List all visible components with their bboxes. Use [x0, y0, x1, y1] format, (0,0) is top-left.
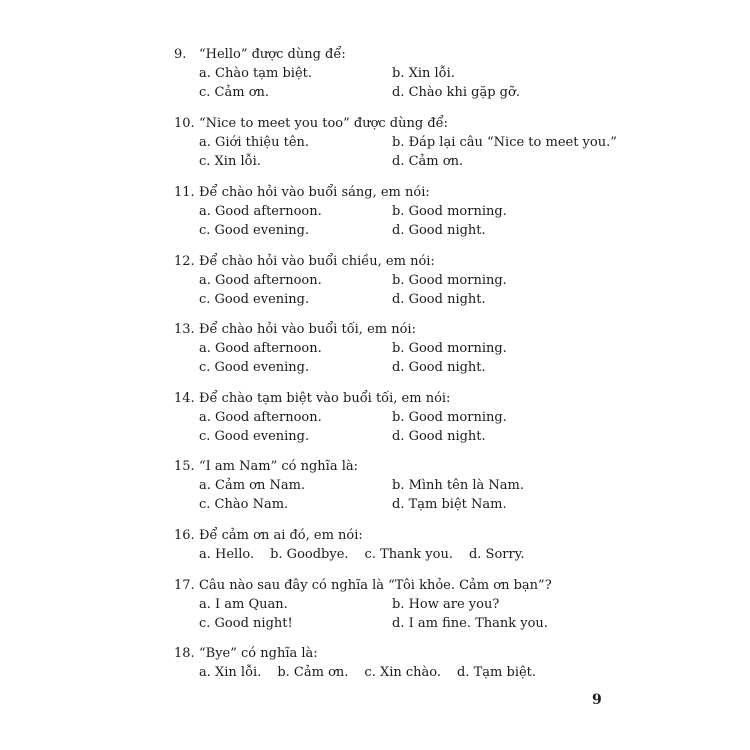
option-a: a. Good afternoon. [199, 410, 322, 425]
option-b: b. Good morning. [392, 341, 507, 356]
options-row [199, 221, 507, 240]
option-d: d. Cảm ơn. [392, 154, 464, 169]
question-text: Để chào hỏi vào buổi tối, em nói: [199, 322, 416, 337]
option-b: b. Good morning. [392, 273, 507, 288]
question-stem [174, 527, 540, 545]
option-a: a. Good afternoon. [199, 341, 322, 356]
question-number: 9. [174, 47, 187, 62]
option-c: c. Good evening. [199, 223, 310, 238]
question-text: Để chào hỏi vào buổi chiều, em nói: [199, 254, 435, 269]
question-13 [174, 321, 507, 377]
option-b: b. Đáp lại câu “Nice to meet you.” [392, 135, 617, 150]
options-row [199, 614, 552, 633]
options-row [199, 271, 507, 290]
question-stem [174, 115, 617, 133]
options-row [199, 339, 507, 358]
option-b: b. Cảm ơn. [277, 665, 349, 680]
option-b: b. Mình tên là Nam. [392, 478, 524, 493]
option-a: a. Hello. [199, 547, 255, 562]
question-text: “Hello” được dùng để: [199, 47, 346, 62]
option-b: b. Goodbye. [270, 547, 349, 562]
question-number: 14. [174, 391, 195, 406]
option-c: c. Good evening. [199, 429, 310, 444]
option-c: c. Cảm ơn. [199, 85, 270, 100]
question-10 [174, 115, 617, 171]
option-c: c. Good evening. [199, 360, 310, 375]
question-number: 17. [174, 578, 195, 593]
question-12 [174, 253, 507, 309]
option-d: d. Good night. [392, 360, 486, 375]
options-row [199, 427, 507, 446]
question-stem [174, 321, 507, 339]
question-stem [174, 577, 552, 595]
option-d: d. Tạm biệt. [457, 665, 537, 680]
option-c: c. Xin chào. [364, 665, 442, 680]
option-d: d. Sorry. [468, 547, 525, 562]
options-row [199, 495, 524, 514]
question-stem [174, 46, 520, 64]
option-b: b. Good morning. [392, 410, 507, 425]
question-text: Để chào tạm biệt vào buổi tối, em nói: [199, 391, 451, 406]
question-18 [174, 645, 552, 682]
option-a: a. Giới thiệu tên. [199, 135, 310, 150]
question-text: Câu nào sau đây có nghĩa là “Tôi khỏe. Cảm ơn bạn”? [199, 578, 552, 593]
options-row [199, 663, 552, 682]
option-a: a. Xin lỗi. [199, 665, 262, 680]
option-d: d. Good night. [392, 223, 486, 238]
option-a: a. Good afternoon. [199, 273, 322, 288]
question-15 [174, 458, 524, 514]
question-stem [174, 253, 507, 271]
option-a: a. Cảm ơn Nam. [199, 478, 306, 493]
option-d: d. Good night. [392, 292, 486, 307]
question-number: 15. [174, 459, 195, 474]
question-number: 10. [174, 116, 195, 131]
question-stem [174, 184, 507, 202]
option-a: a. Chào tạm biệt. [199, 66, 313, 81]
option-c: c. Good evening. [199, 292, 310, 307]
option-c: c. Chào Nam. [199, 497, 289, 512]
question-11 [174, 184, 507, 240]
question-16 [174, 527, 540, 564]
options-row [199, 358, 507, 377]
question-number: 16. [174, 528, 195, 543]
options-row [199, 545, 540, 564]
options-row [199, 133, 617, 152]
question-text: Để cảm ơn ai đó, em nói: [199, 528, 363, 543]
question-17 [174, 577, 552, 633]
option-c: c. Good night! [199, 616, 293, 631]
question-stem [174, 645, 552, 663]
option-b: b. How are you? [392, 597, 500, 612]
option-d: d. Good night. [392, 429, 486, 444]
question-14 [174, 390, 507, 446]
question-number: 18. [174, 646, 195, 661]
options-row [199, 202, 507, 221]
question-number: 13. [174, 322, 195, 337]
question-number: 11. [174, 185, 195, 200]
option-c: c. Xin lỗi. [199, 154, 261, 169]
options-row [199, 83, 520, 102]
page-number: 9 [592, 692, 602, 708]
option-d: d. Tạm biệt Nam. [392, 497, 507, 512]
option-b: b. Xin lỗi. [392, 66, 455, 81]
options-row [199, 595, 552, 614]
question-stem [174, 458, 524, 476]
question-text: “Nice to meet you too” được dùng để: [199, 116, 449, 131]
option-a: a. Good afternoon. [199, 204, 322, 219]
question-text: “I am Nam” có nghĩa là: [199, 459, 358, 474]
option-d: d. I am fine. Thank you. [392, 616, 548, 631]
option-d: d. Chào khi gặp gỡ. [392, 85, 520, 100]
question-text: “Bye” có nghĩa là: [199, 646, 318, 661]
options-row [199, 64, 520, 83]
question-9 [174, 46, 520, 102]
options-row [199, 408, 507, 427]
options-row [199, 476, 524, 495]
question-number: 12. [174, 254, 195, 269]
question-text: Để chào hỏi vào buổi sáng, em nói: [199, 185, 430, 200]
option-c: c. Thank you. [364, 547, 453, 562]
option-a: a. I am Quan. [199, 597, 288, 612]
options-row [199, 290, 507, 309]
options-row [199, 152, 617, 171]
question-stem [174, 390, 507, 408]
option-b: b. Good morning. [392, 204, 507, 219]
